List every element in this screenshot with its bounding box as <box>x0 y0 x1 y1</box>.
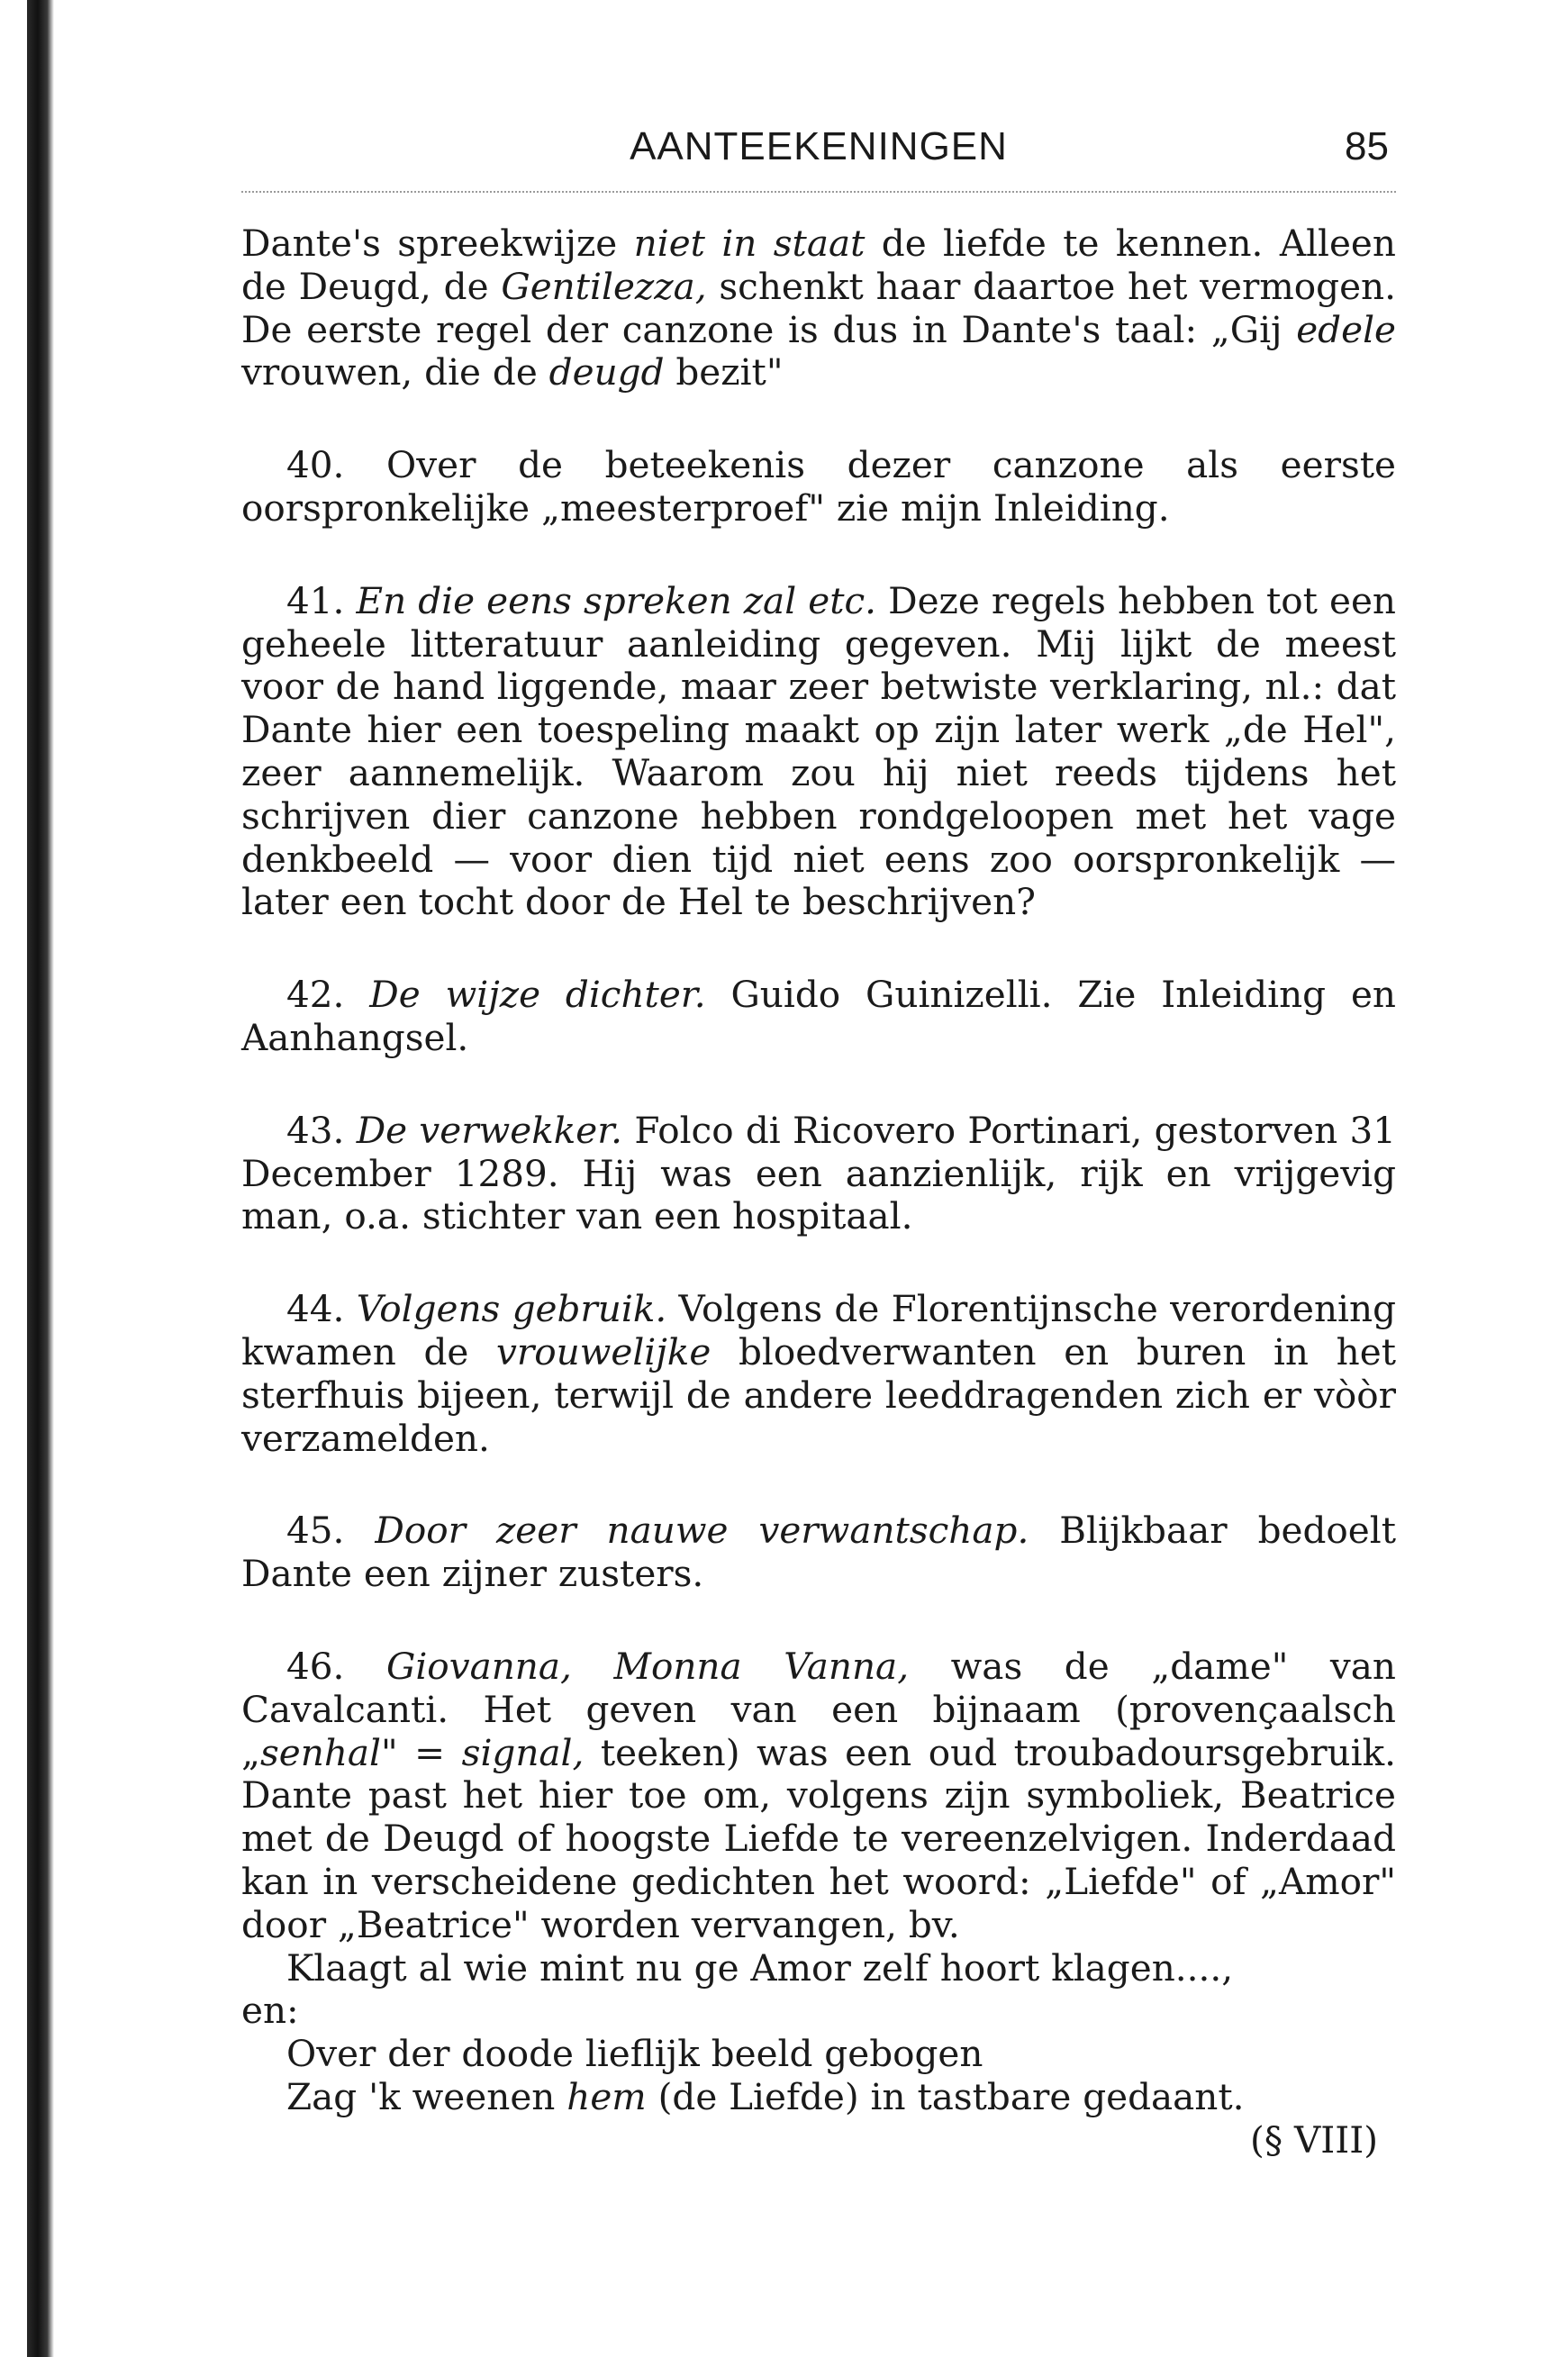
note-number: 44. <box>286 1287 345 1331</box>
note-44: 44. Volgens gebruik. Volgens de Florentijnsche verordening kwamen de vrouwelijke bloedverwanten en buren in het sterfhuis bijeen, terwijl de andere leeddragenden zich er vòòr verzamelden. <box>241 1287 1396 1460</box>
intro-paragraph: Dante's spreekwijze niet in staat de liefde te kennen. Alleen de Deugd, de Gentilezza, schenkt haar daartoe het vermogen. De eerste regel der canzone is dus in Dante's taal: „Gij edele vrouwen, die de deugd bezit" <box>241 222 1396 394</box>
note-42: 42. De wijze dichter. Guido Guinizelli. Zie Inleiding en Aanhangsel. <box>241 973 1396 1059</box>
running-title: AANTEEKENINGEN <box>630 124 1008 168</box>
connector-text: en: <box>241 1989 299 2033</box>
note-41: 41. En die eens spreken zal etc. Deze regels hebben tot een geheele litteratuur aanleiding gegeven. Mij lijkt de meest voor de hand liggende, maar zeer betwiste verklaring, nl.: dat Dante hier een toespeling maakt op zijn later werk „de Hel", zeer aannemelijk. Waarom zou hij niet reeds tijdens het schrijven dier canzone hebben rondgeloopen met het vage denkbeeld — voor dien tijd niet eens zoo oorspronkelijk — later een tocht door de Hel te beschrijven? <box>241 578 1396 924</box>
note-title: Door zeer nauwe verwantschap. <box>375 1509 1029 1553</box>
note-number: 43. <box>286 1108 345 1152</box>
section-reference: (§ VIII) <box>1250 2117 1378 2162</box>
quotation-line: Zag 'k weenen hem (de Liefde) in tastbare gedaant. <box>286 2074 1245 2118</box>
quotation-line: Over der doode lieflijk beeld gebogen <box>286 2032 983 2076</box>
book-binding-edge <box>27 0 54 2357</box>
quotation-line: Klaagt al wie mint nu ge Amor zelf hoort klagen...., <box>286 1945 1234 1990</box>
page-header <box>241 124 1396 178</box>
header-divider <box>241 191 1396 193</box>
note-number: 42. <box>286 973 345 1017</box>
note-43: 43. De verwekker. Folco di Ricovero Portinari, gestorven 31 December 1289. Hij was een aanzienlijk, rijk en vrijgevig man, o.a. stichter van een hospitaal. <box>241 1108 1397 1238</box>
note-number: 40. <box>286 443 345 487</box>
note-title: Volgens gebruik. <box>356 1287 667 1331</box>
note-40: 40. Over de beteekenis dezer canzone als eerste oorspronkelijke „meesterproef" zie mijn Inleiding. <box>241 443 1396 530</box>
note-title: De wijze dichter. <box>369 973 706 1017</box>
page-number: 85 <box>1345 124 1389 168</box>
note-number: 45. <box>286 1509 345 1553</box>
note-number: 41. <box>286 578 345 622</box>
page-body <box>241 222 1396 2162</box>
note-title: De verwekker. <box>356 1108 623 1152</box>
note-46: 46. Giovanna, Monna Vanna, was de „dame" van Cavalcanti. Het geven van een bijnaam (provençaalsch „senhal" = signal, teeken) was een oud troubadoursgebruik. Dante past het hier toe om, volgens zijn symboliek, Beatrice met de Deugd of hoogste Liefde te vereenzelvigen. Inderdaad kan in verscheidene gedichten het woord: „Liefde" of „Amor" door „Beatrice" worden vervangen, bv. <box>241 1644 1397 1946</box>
note-number: 46. <box>286 1644 345 1688</box>
note-title: En die eens spreken zal etc. <box>356 578 877 622</box>
note-45: 45. Door zeer nauwe verwantschap. Blijkbaar bedoelt Dante een zijner zusters. <box>241 1509 1396 1596</box>
note-title: Giovanna, Monna Vanna, <box>386 1644 910 1688</box>
